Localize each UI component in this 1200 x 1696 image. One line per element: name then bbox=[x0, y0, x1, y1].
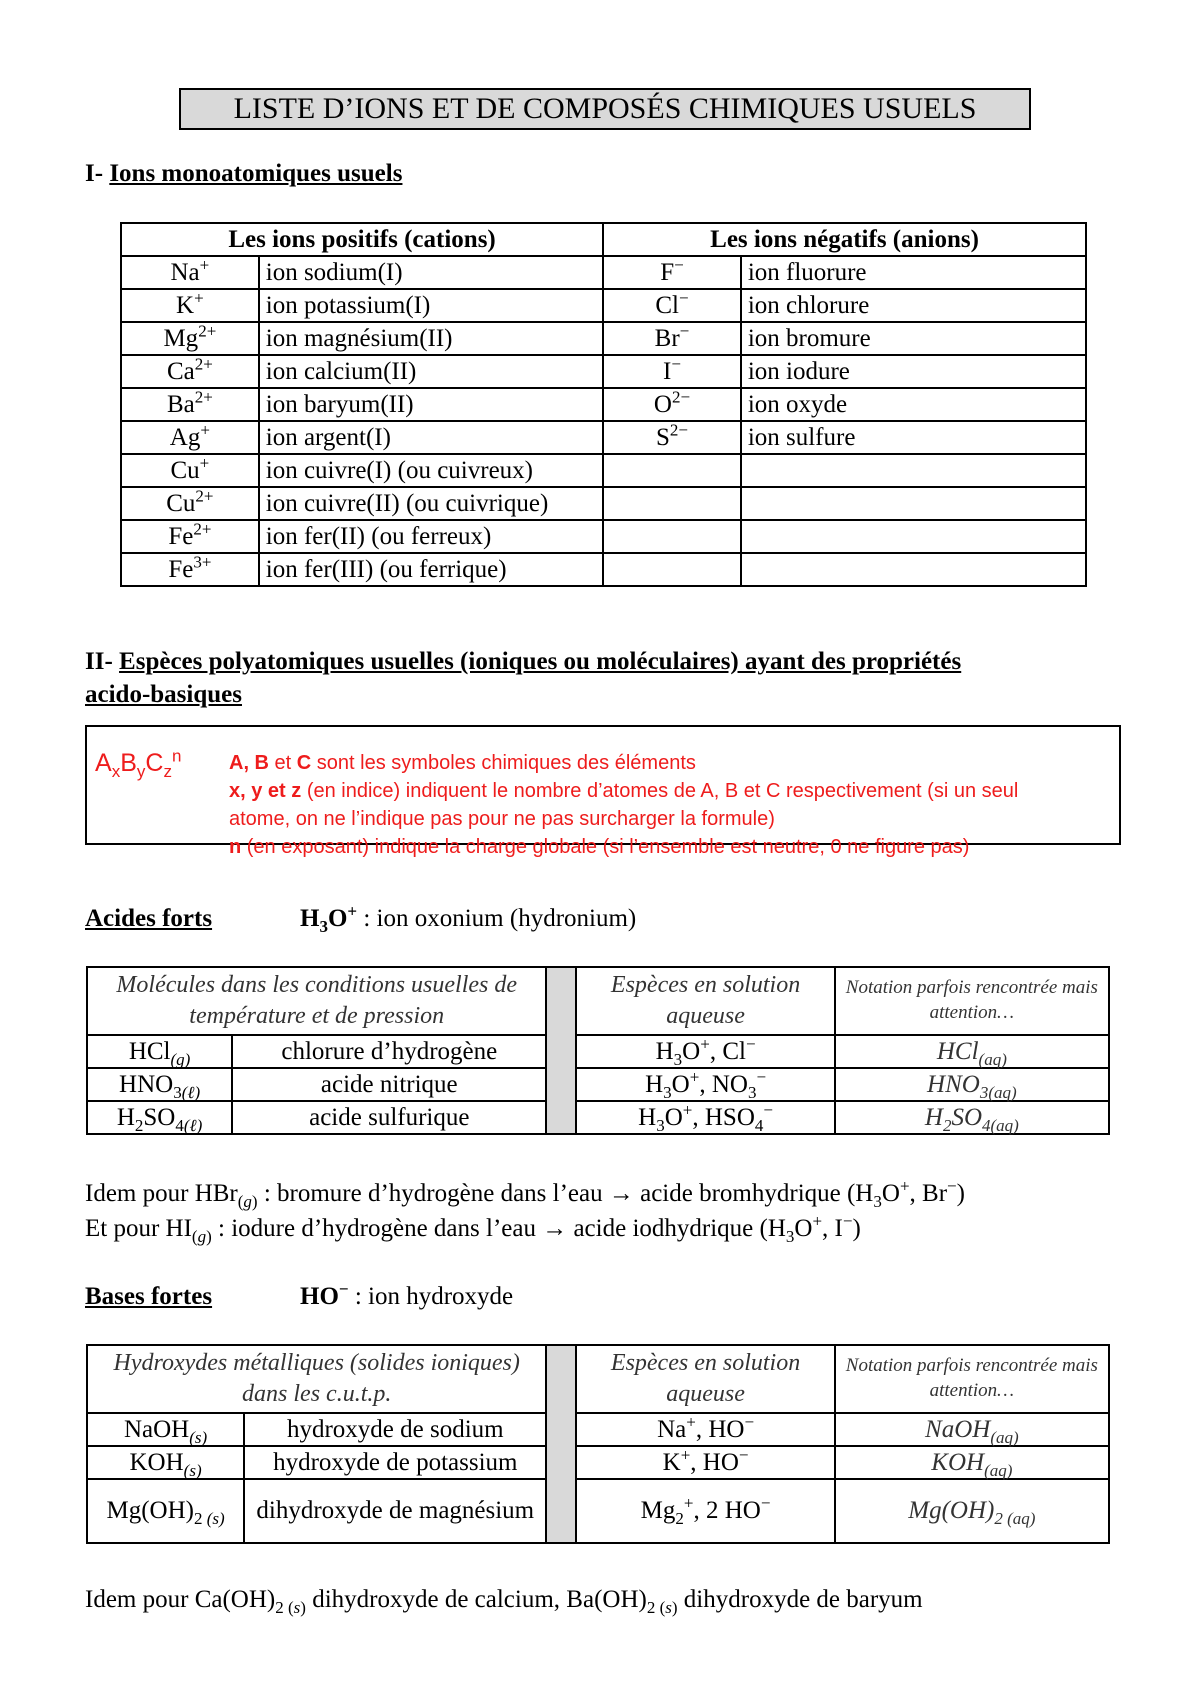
acid-name: chlorure d’hydrogène bbox=[232, 1035, 546, 1068]
section-2-number: II- bbox=[85, 648, 120, 675]
section-1-number: I- bbox=[85, 160, 110, 187]
base-formula: $KOH_{(s)}$ bbox=[87, 1446, 244, 1479]
base-row bbox=[87, 1413, 1109, 1446]
acids-head-species: Espèces en solution aqueuse bbox=[576, 967, 834, 1035]
cation-name: ion baryum(II) bbox=[259, 388, 603, 421]
anion-symbol: Br− bbox=[603, 322, 741, 355]
strong-acids-table bbox=[86, 966, 1110, 1135]
ion-row bbox=[121, 322, 1086, 355]
base-name: hydroxyde de sodium bbox=[244, 1413, 546, 1446]
section-2-heading bbox=[85, 645, 961, 711]
generic-formula: $A_xB_yC_z^n$ bbox=[95, 746, 182, 781]
acid-row bbox=[87, 1035, 1109, 1068]
acids-idem-1: Idem pour HBr$_{(g)}$ : bromure d’hydrogène dans l’eau → acide bromhydrique ($H_3O^+$, Br−) bbox=[85, 1176, 965, 1211]
acid-notation: $HNO_{3(aq)}$ bbox=[835, 1068, 1109, 1101]
ion-row bbox=[121, 289, 1086, 322]
cation-name: ion calcium(II) bbox=[259, 355, 603, 388]
oxonium-line: $H_3O^+$ : ion oxonium (hydronium) bbox=[300, 901, 637, 936]
ion-row bbox=[121, 454, 1086, 487]
base-notation: NaOH$_{(aq)}$ bbox=[835, 1413, 1109, 1446]
acid-name: acide sulfurique bbox=[232, 1101, 546, 1134]
legend-line-3: atome, on ne l’indique pas pour ne pas surcharger la formule) bbox=[229, 808, 775, 830]
base-formula: NaOH$_{(s)}$ bbox=[87, 1413, 244, 1446]
cation-name: ion sodium(I) bbox=[259, 256, 603, 289]
anion-name: ion chlorure bbox=[741, 289, 1086, 322]
cation-symbol: $Ca^{2+}$ bbox=[121, 355, 259, 388]
ion-row bbox=[121, 388, 1086, 421]
bases-head-notation: Notation parfois rencontrée mais attention… bbox=[835, 1345, 1109, 1413]
anion-name bbox=[741, 553, 1086, 586]
base-notation: $Mg(OH)_2$ $_{(aq)}$ bbox=[835, 1479, 1109, 1543]
anion-name bbox=[741, 520, 1086, 553]
ion-row bbox=[121, 421, 1086, 454]
base-species: Na+, HO− bbox=[576, 1413, 834, 1446]
cation-name: ion cuivre(I) (ou cuivreux) bbox=[259, 454, 603, 487]
section-2-title-line2: acido-basiques bbox=[85, 681, 242, 708]
acid-row bbox=[87, 1101, 1109, 1134]
acid-species: $H_3O^+$, Cl− bbox=[576, 1035, 834, 1068]
cation-symbol: Ag+ bbox=[121, 421, 259, 454]
anion-name: ion iodure bbox=[741, 355, 1086, 388]
anion-name bbox=[741, 487, 1086, 520]
cation-name: ion argent(I) bbox=[259, 421, 603, 454]
cation-symbol: $Cu^{2+}$ bbox=[121, 487, 259, 520]
hydroxide-line: HO− : ion hydroxyde bbox=[300, 1279, 514, 1310]
section-2-title-line1: Espèces polyatomiques usuelles (ioniques ou moléculaires) ayant des propriétés bbox=[119, 648, 962, 675]
cation-symbol: Cu+ bbox=[121, 454, 259, 487]
anion-symbol bbox=[603, 487, 741, 520]
acid-row bbox=[87, 1068, 1109, 1101]
cation-symbol: $Mg^{2+}$ bbox=[121, 322, 259, 355]
anion-symbol: $S^{2-}$ bbox=[603, 421, 741, 454]
cation-symbol: K+ bbox=[121, 289, 259, 322]
cation-name: ion potassium(I) bbox=[259, 289, 603, 322]
cation-symbol: $Ba^{2+}$ bbox=[121, 388, 259, 421]
base-name: hydroxyde de potassium bbox=[244, 1446, 546, 1479]
ion-row bbox=[121, 487, 1086, 520]
cation-name: ion fer(III) (ou ferrique) bbox=[259, 553, 603, 586]
strong-acids-heading bbox=[85, 901, 637, 936]
cation-symbol: Na+ bbox=[121, 256, 259, 289]
acid-formula: HCl$_{(g)}$ bbox=[87, 1035, 232, 1068]
bases-grey-separator bbox=[546, 1345, 576, 1543]
bases-idem: Idem pour $Ca(OH)_{2 (s)}$ dihydroxyde de calcium, $Ba(OH)_{2 (s)}$ dihydroxyde de baryum bbox=[85, 1586, 923, 1617]
acids-grey-separator bbox=[546, 967, 576, 1134]
bases-head-molecules: Hydroxydes métalliques (solides ioniques) dans les c.u.t.p. bbox=[87, 1345, 546, 1413]
base-formula: $Mg(OH)_2$ $_{(s)}$ bbox=[87, 1479, 244, 1543]
base-species: $Mg_2^+$, 2 HO− bbox=[576, 1479, 834, 1543]
strong-bases-heading bbox=[85, 1279, 514, 1311]
base-row bbox=[87, 1446, 1109, 1479]
anion-symbol bbox=[603, 520, 741, 553]
acid-notation: HCl$_{(aq)}$ bbox=[835, 1035, 1109, 1068]
base-species: K+, HO− bbox=[576, 1446, 834, 1479]
legend-line-1: A, B et C sont les symboles chimiques des éléments bbox=[229, 752, 696, 774]
acids-head-molecules: Molécules dans les conditions usuelles de température et de pression bbox=[87, 967, 546, 1035]
strong-bases-label: Bases fortes bbox=[85, 1283, 213, 1310]
anion-symbol: $O^{2-}$ bbox=[603, 388, 741, 421]
acids-head-notation: Notation parfois rencontrée mais attention… bbox=[835, 967, 1109, 1035]
base-row bbox=[87, 1479, 1109, 1543]
anion-name: ion sulfure bbox=[741, 421, 1086, 454]
acid-species: $H_3O^+$, $NO_3^-$ bbox=[576, 1068, 834, 1101]
anion-name bbox=[741, 454, 1086, 487]
base-notation: $KOH_{(aq)}$ bbox=[835, 1446, 1109, 1479]
anion-name: ion bromure bbox=[741, 322, 1086, 355]
anion-symbol: Cl− bbox=[603, 289, 741, 322]
legend-line-2: x, y et z (en indice) indiquent le nombre d’atomes de A, B et C respectivement (si un seul bbox=[229, 780, 1019, 802]
anion-name: ion oxyde bbox=[741, 388, 1086, 421]
formula-legend-box bbox=[85, 725, 1121, 858]
cation-name: ion magnésium(II) bbox=[259, 322, 603, 355]
anion-symbol: I− bbox=[603, 355, 741, 388]
strong-acids-label: Acides forts bbox=[85, 905, 213, 932]
cation-name: ion fer(II) (ou ferreux) bbox=[259, 520, 603, 553]
page-title: LISTE D’IONS ET DE COMPOSÉS CHIMIQUES USUELS bbox=[179, 88, 1031, 130]
section-1-heading bbox=[85, 160, 402, 188]
cation-symbol: $Fe^{3+}$ bbox=[121, 553, 259, 586]
anion-symbol: F− bbox=[603, 256, 741, 289]
cation-symbol: $Fe^{2+}$ bbox=[121, 520, 259, 553]
acids-idem-2: Et pour $HI_{(g)}$ : iodure d’hydrogène dans l’eau → acide iodhydrique ($H_3O^+$, I−) bbox=[85, 1211, 861, 1246]
bases-head-species: Espèces en solution aqueuse bbox=[576, 1345, 834, 1413]
anion-symbol bbox=[603, 553, 741, 586]
acid-formula: $HNO_{3(\ell)}$ bbox=[87, 1068, 232, 1101]
strong-bases-table bbox=[86, 1344, 1110, 1544]
cation-name: ion cuivre(II) (ou cuivrique) bbox=[259, 487, 603, 520]
anion-name: ion fluorure bbox=[741, 256, 1086, 289]
acid-notation: $H_2SO_{4(aq)}$ bbox=[835, 1101, 1109, 1134]
section-1-title: Ions monoatomiques usuels bbox=[109, 160, 403, 187]
acid-name: acide nitrique bbox=[232, 1068, 546, 1101]
anions-header: Les ions négatifs (anions) bbox=[603, 223, 1086, 256]
ion-row bbox=[121, 553, 1086, 586]
ions-table bbox=[120, 222, 1087, 587]
acid-species: $H_3O^+$, $HSO_4^-$ bbox=[576, 1101, 834, 1134]
base-name: dihydroxyde de magnésium bbox=[244, 1479, 546, 1543]
ion-row bbox=[121, 355, 1086, 388]
legend-line-4: n (en exposant) indique la charge globale (si l’ensemble est neutre, 0 ne figure pas) bbox=[229, 836, 970, 858]
ion-row bbox=[121, 520, 1086, 553]
cations-header: Les ions positifs (cations) bbox=[121, 223, 603, 256]
anion-symbol bbox=[603, 454, 741, 487]
ion-row bbox=[121, 256, 1086, 289]
acid-formula: $H_2SO_{4(\ell)}$ bbox=[87, 1101, 232, 1134]
